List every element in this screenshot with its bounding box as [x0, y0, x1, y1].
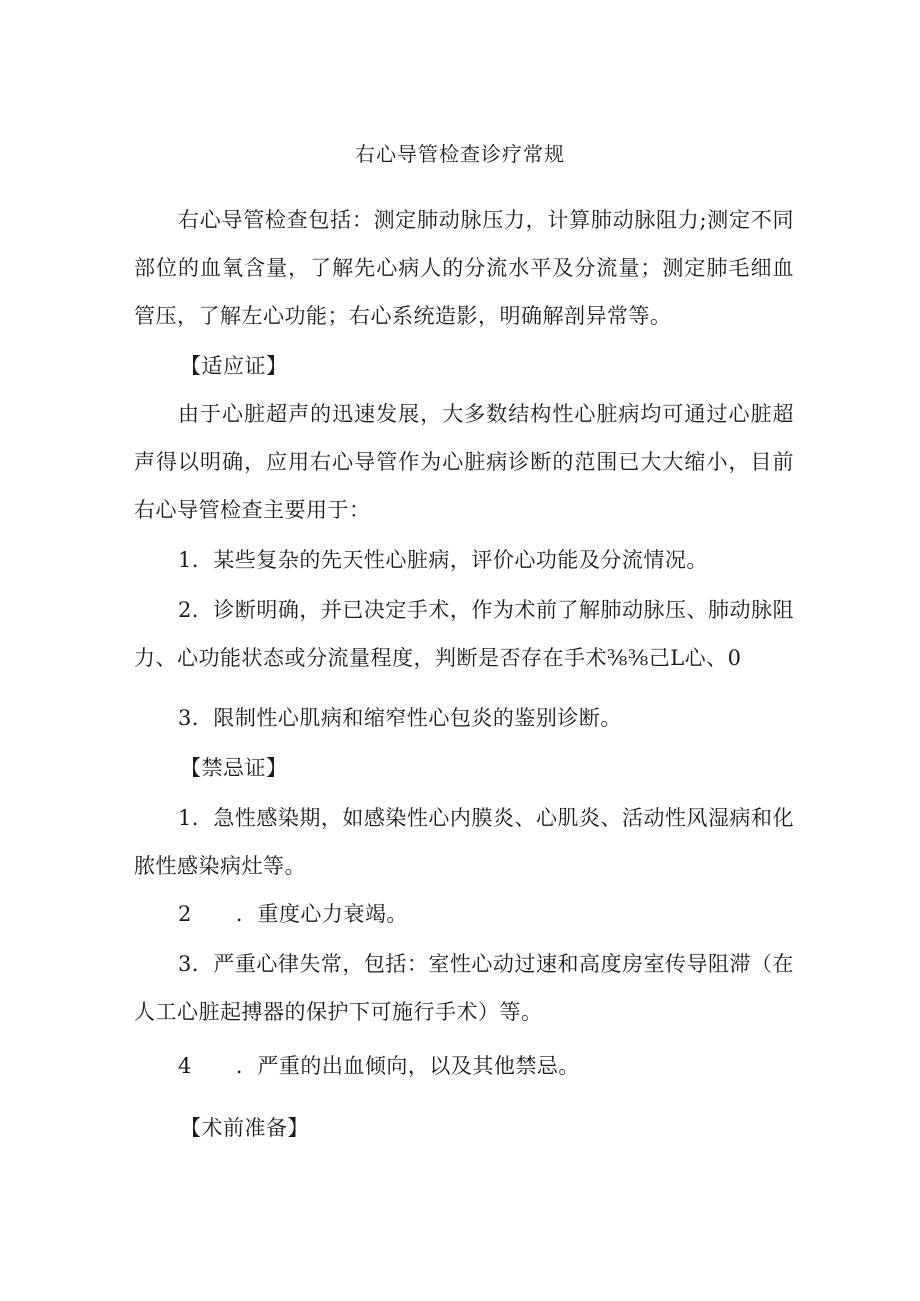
indication-item-2: 2．诊断明确，并已决定手术，作为术前了解肺动脉压、肺动脉阻力、心功能状态或分流量程度，判断是否存在手术⅜⅜己L心、0 — [134, 598, 794, 670]
preop-heading: 【术前准备】 — [180, 1116, 309, 1140]
contraindication-item-2-text: ．重度心力衰竭。 — [235, 902, 408, 926]
contraindications-heading: 【禁忌证】 — [180, 756, 288, 780]
indication-item-3: 3．限制性心肌病和缩窄性心包炎的鉴别诊断。 — [178, 706, 622, 730]
intro-paragraph: 右心导管检查包括：测定肺动脉压力，计算肺动脉阻力;测定不同部位的血氧含量，了解先心病人的分流水平及分流量；测定肺毛细血管压，了解左心功能；右心系统造影，明确解剖异常等。 — [134, 208, 794, 328]
contraindication-item-4-number: 4 — [178, 1054, 192, 1078]
indications-intro-paragraph: 由于心脏超声的迅速发展，大多数结构性心脏病均可通过心脏超声得以明确，应用右心导管作为心脏病诊断的范围已大大缩小，目前右心导管检查主要用于： — [134, 402, 794, 522]
contraindication-item-2-number: 2 — [178, 902, 192, 926]
indications-heading: 【适应证】 — [180, 354, 288, 378]
contraindication-item-3: 3．严重心律失常，包括：室性心动过速和高度房室传导阻滞（在人工心脏起搏器的保护下可施行手术）等。 — [134, 952, 794, 1024]
contraindication-item-4-text: ．严重的出血倾向，以及其他禁忌。 — [235, 1054, 580, 1078]
contraindication-item-1: 1．急性感染期，如感染性心内膜炎、心肌炎、活动性风湿病和化脓性感染病灶等。 — [134, 806, 794, 878]
document-title: 右心导管检查诊疗常规 — [355, 142, 565, 166]
indication-item-1: 1．某些复杂的先天性心脏病，评价心功能及分流情况。 — [178, 548, 708, 572]
contraindication-item-2 — [134, 890, 838, 938]
contraindication-item-4 — [134, 1042, 838, 1090]
